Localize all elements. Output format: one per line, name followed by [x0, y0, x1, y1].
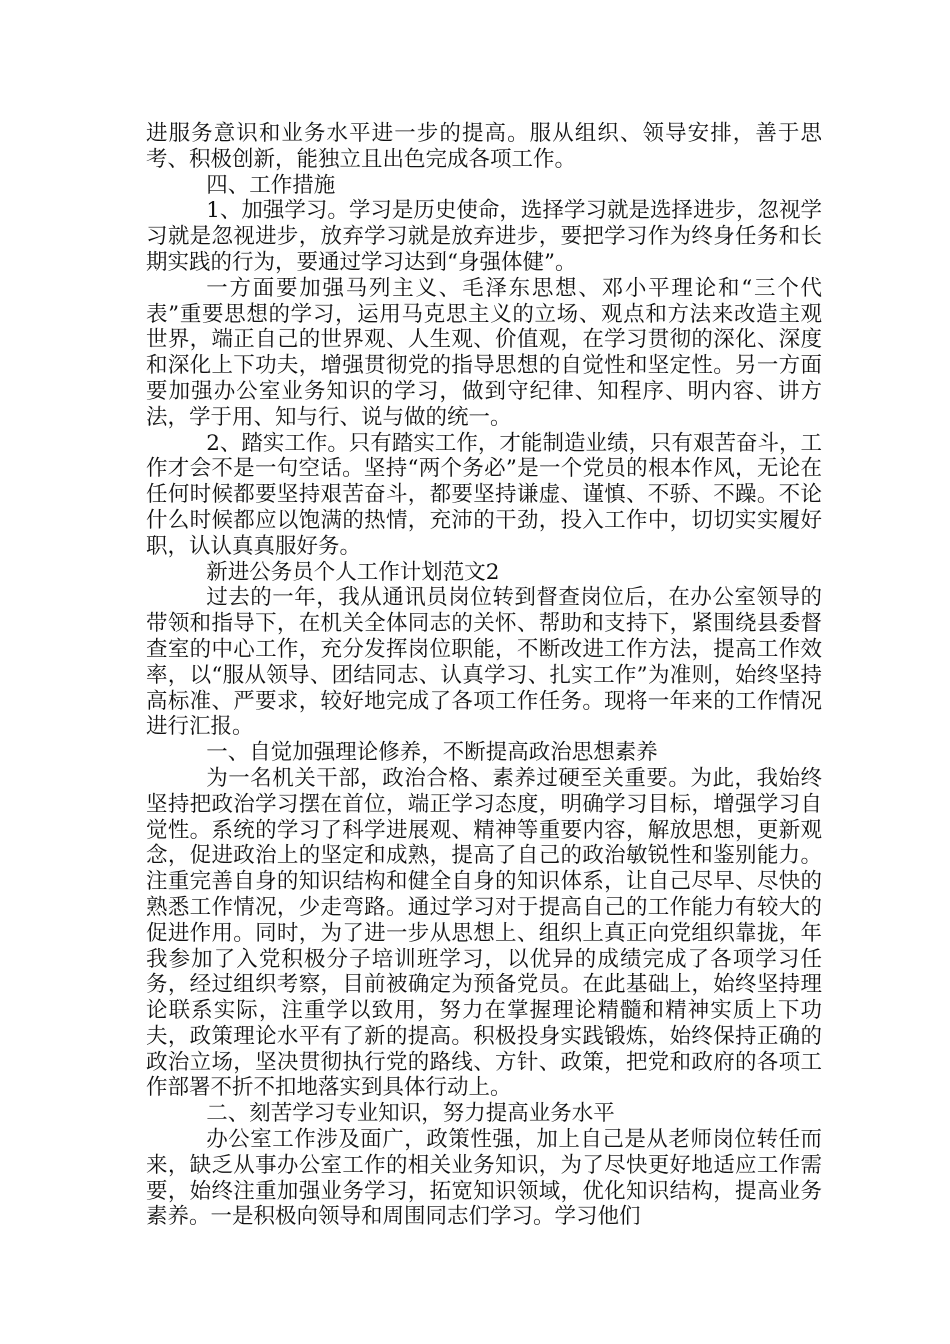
article-title-2: 新进公务员个人工作计划范文2: [206, 559, 500, 585]
section-heading-theory: 一、自觉加强理论修养，不断提高政治思想素养: [206, 740, 658, 766]
paragraph-office-work: 办公室工作涉及面广，政策性强，加上自己是从老师岗位转任而来，缺乏从事办公室工作的相关业务知识，为了尽快更好地适应工作需要，始终注重加强业务学习，拓宽知识领域，优化知识结构，提高业务素养。一是积极向领导和周围同志们学习。学习他们: [146, 1127, 822, 1230]
paragraph-theory-study: 一方面要加强马列主义、毛泽东思想、邓小平理论和“三个代表”重要思想的学习，运用马克思主义的立场、观点和方法来改造主观世界，端正自己的世界观、人生观、价值观，在学习贯彻的深化、深度和深化上下功夫，增强贯彻党的指导思想的自觉性和坚定性。另一方面要加强办公室业务知识的学习，做到守纪律、知程序、明内容、讲方法，学于用、知与行、说与做的统一。: [146, 275, 822, 430]
paragraph-continuation: 进服务意识和业务水平进一步的提高。服从组织、领导安排，善于思考、积极创新，能独立且出色完成各项工作。: [146, 121, 822, 172]
paragraph-strengthen-study: 1、加强学习。学习是历史使命，选择学习就是选择进步，忽视学习就是忽视进步，放弃学习就是放弃进步，要把学习作为终身任务和长期实践的行为，要通过学习达到“身强体健”。: [146, 198, 822, 275]
section-heading-professional: 二、刻苦学习专业知识，努力提高业务水平: [206, 1101, 615, 1127]
paragraph-past-year: 过去的一年，我从通讯员岗位转到督查岗位后，在办公室领导的带领和指导下，在机关全体同志的关怀、帮助和支持下，紧围绕县委督查室的中心工作，充分发挥岗位职能，不断改进工作方法，提高工作效率，以“服从领导、团结同志、认真学习、扎实工作”为准则，始终坚持高标准、严要求，较好地完成了各项工作任务。现将一年来的工作情况进行汇报。: [146, 585, 822, 740]
section-heading-measures: 四、工作措施: [206, 172, 336, 198]
paragraph-political-study: 为一名机关干部，政治合格、素养过硬至关重要。为此，我始终坚持把政治学习摆在首位，端正学习态度，明确学习目标，增强学习自觉性。系统的学习了科学进展观、精神等重要内容，解放思想，更新观念，促进政治上的坚定和成熟，提高了自己的政治敏锐性和鉴别能力。注重完善自身的知识结构和健全自身的知识体系，让自己尽早、尽快的熟悉工作情况，少走弯路。通过学习对于提高自己的工作能力有较大的促进作用。同时，为了进一步从思想上、组织上真正向党组织靠拢，年我参加了入党积极分子培训班学习，以优异的成绩完成了各项学习任务，经过组织考察，目前被确定为预备党员。在此基础上，始终坚持理论联系实际，注重学以致用，努力在掌握理论精髓和精神实质上下功夫，政策理论水平有了新的提高。积极投身实践锻炼，始终保持正确的政治立场，坚决贯彻执行党的路线、方针、政策，把党和政府的各项工作部署不折不扣地落实到具体行动上。: [146, 765, 822, 1101]
paragraph-solid-work: 2、踏实工作。只有踏实工作，才能制造业绩，只有艰苦奋斗，工作才会不是一句空话。坚持“两个务必”是一个党员的根本作风，无论在任何时候都要坚持艰苦奋斗，都要坚持谦虚、谨慎、不骄、不躁。不论什么时候都应以饱满的热情，充沛的干劲，投入工作中，切切实实履好职，认认真真服好务。: [146, 430, 822, 559]
document-body: [146, 121, 822, 1230]
